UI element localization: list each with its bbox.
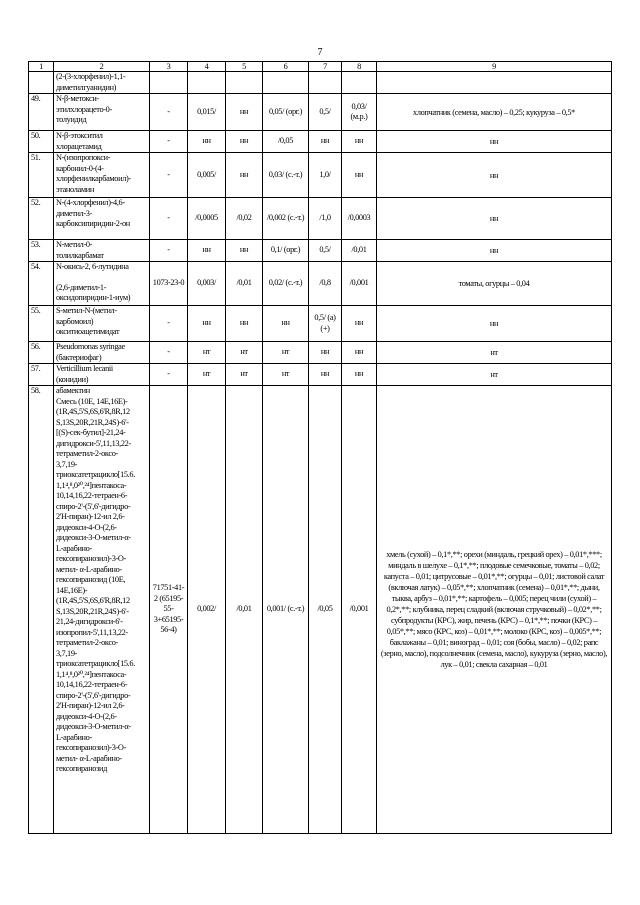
name-line: 21,24-дигидрокси-6'- xyxy=(56,617,123,626)
name-line: 10,14,16,22-тетраен-6- xyxy=(56,491,128,500)
table-row xyxy=(29,153,612,198)
substance-name xyxy=(54,131,150,153)
value-cell-5: нн xyxy=(226,306,263,342)
crops-cell: нн xyxy=(377,198,612,240)
name-line: гексопиранозил)-3-О- xyxy=(56,743,126,752)
table-row xyxy=(29,198,612,240)
substance-name xyxy=(54,94,150,131)
cas-cell: - xyxy=(150,364,188,386)
value-cell-6: нт xyxy=(263,342,309,364)
name-line: 2'H-пиран)-12-ил 2,6- xyxy=(56,512,125,521)
name-line: Verticillium lecanii xyxy=(56,364,113,373)
value-cell-7 xyxy=(309,72,342,94)
value-cell-5: нн xyxy=(226,94,263,131)
value-cell-5: /0,02 xyxy=(226,198,263,240)
crops-cell: нн xyxy=(377,153,612,198)
name-line: тетраметил-2-оксо- xyxy=(56,638,118,647)
value-cell-4: 0,002/ xyxy=(188,386,226,834)
name-line: S,13S,20R,21R,24S)-6'- xyxy=(56,417,129,427)
name-line: N-метил-0- xyxy=(56,240,93,249)
value-cell-5: нн xyxy=(226,131,263,153)
header-cell: 5 xyxy=(226,62,263,72)
value-cell-6: 0,02/ (с.-т.) xyxy=(263,262,309,306)
name-line: гексопиранозид (10E, xyxy=(56,575,126,584)
name-line: триоксатетрацикло[15.6. xyxy=(56,659,135,668)
page-number: 7 xyxy=(317,47,323,58)
name-line: этилхлорацето-0- xyxy=(56,104,112,114)
value-cell-8: /0,001 xyxy=(342,262,377,306)
value-cell-7: нн xyxy=(309,342,342,364)
value-cell-5: нт xyxy=(226,342,263,364)
value-cell-6: /0,05 xyxy=(263,131,309,153)
value-cell-7: нн xyxy=(309,364,342,386)
value-cell-8: нн xyxy=(342,364,377,386)
name-line: спиро-2'-(5',6'-дигидро- xyxy=(56,501,131,511)
cas-cell xyxy=(150,72,188,94)
name-line: Смесь (10E, 14E,16E)- xyxy=(56,396,128,406)
row-number: 57. xyxy=(29,364,54,386)
name-line: 1,1⁴,⁸,0²⁰,²⁴]пентакоса- xyxy=(56,480,127,490)
value-cell-8: /0,0003 xyxy=(342,198,377,240)
substance-name xyxy=(54,72,150,94)
value-cell-7: 0,5/ (а) (+) xyxy=(309,306,342,342)
name-line: (1R,4S,5'S,6S,6'R,8R,12 xyxy=(56,596,130,605)
crops-cell: хлопчатник (семена, масло) – 0,25; кукуруза – 0,5* xyxy=(377,94,612,131)
value-cell-5: нн xyxy=(226,153,263,198)
name-line: N-β-метокси- xyxy=(56,94,99,103)
name-line: (бактериофаг) xyxy=(56,352,102,362)
substance-name xyxy=(54,364,150,386)
table-row xyxy=(29,262,612,306)
value-cell-6: 0,1/ (орг.) xyxy=(263,240,309,262)
value-cell-4: нн xyxy=(188,240,226,262)
name-line: оксидопиридин-1-иум) xyxy=(56,293,131,302)
name-line: метил- α-L-арабино- xyxy=(56,564,122,574)
table-row xyxy=(29,94,612,131)
crops-cell: нт xyxy=(377,342,612,364)
header-cell: 8 xyxy=(342,62,377,72)
header-cell: 6 xyxy=(263,62,309,72)
table-row xyxy=(29,306,612,342)
table-row xyxy=(29,386,612,834)
name-line: 14E,16E)- xyxy=(56,585,88,595)
name-line: 1,1⁴,⁸,0²⁰,²⁴]пентакоса- xyxy=(56,669,127,679)
name-line: дидеокси-4-О-(2,6- xyxy=(56,522,117,532)
header-cell: 3 xyxy=(150,62,188,72)
header-cell: 2 xyxy=(54,62,150,72)
header-cell: 4 xyxy=(188,62,226,72)
value-cell-7: 0,5/ xyxy=(309,94,342,131)
cas-cell: - xyxy=(150,342,188,364)
cas-cell: 1073-23-0 xyxy=(150,262,188,306)
name-line: спиро-2'-(5',6'-дигидро- xyxy=(56,690,131,700)
value-cell-6: 0,03/ (с.-т.) xyxy=(263,153,309,198)
name-line: 3,7,19- xyxy=(56,459,78,469)
name-line: гексопиранозид xyxy=(56,764,107,773)
table-row xyxy=(29,131,612,153)
name-line: толуидид xyxy=(56,115,87,124)
value-cell-4: нт xyxy=(188,342,226,364)
value-cell-6 xyxy=(263,72,309,94)
name-line: толилкарбамат xyxy=(56,250,104,260)
crops-cell: нт xyxy=(377,364,612,386)
header-row xyxy=(29,62,612,72)
name-line: метил- α-L-арабино- xyxy=(56,753,122,763)
name-line: дидеокси-3-О-метил-α- xyxy=(56,533,131,542)
substance-name xyxy=(54,306,150,342)
name-line: S-метил-N-(метил- xyxy=(56,306,117,315)
name-line: S,13S,20R,21R,24S)-6'- xyxy=(56,606,129,616)
value-cell-4: нт xyxy=(188,364,226,386)
name-line: (конидии) xyxy=(56,374,89,384)
value-cell-8 xyxy=(342,72,377,94)
value-cell-4: 0,015/ xyxy=(188,94,226,131)
crops-cell: нн xyxy=(377,131,612,153)
value-cell-6: нн xyxy=(263,306,309,342)
value-cell-4: нн xyxy=(188,306,226,342)
name-line: N-β-этокситил xyxy=(56,131,103,140)
name-line: гексопиранозил)-3-О- xyxy=(56,554,126,563)
row-number: 56. xyxy=(29,342,54,364)
cas-cell: - xyxy=(150,131,188,153)
name-line xyxy=(56,273,148,283)
value-cell-6: 0,05/ (орг.) xyxy=(263,94,309,131)
crops-cell: хмель (сухой) – 0,1*,**; орехи (миндаль, грецкий орех) – 0,01*,***; миндаль в шелухе – 0,1*,**; плодовые семечковые, томаты – 0,02; капуста – 0,01; цитрусовые – 0,01*,**; огурцы – 0,01; листовой салат (включая латук) – 0,05*,**; хлопчатник (семена) – 0,01*,**; дыни, тыква, арбуз – 0,01*,**; картофель – 0,005; перец чили (сухой) – 0,2*,**; клубника, перец сладкий (включая стручковый) – 0,02*,**; субпродукты (КРС), жир, печень (КРС) – 0,1*,**; почки (КРС) – 0,05*,**; мясо (КРС, коз) – 0,01*,**; молоко (КРС, коз) – 0,005*,**; баклажаны – 0,01; виноград – 0,01; соя (бобы, масло) – 0,02; рапс (зерно, масло), подсолнечник (семена, масло), кукуруза (зерно, масло), лук – 0,01; свекла сахарная – 0,01 xyxy=(377,386,612,834)
row-number: 52. xyxy=(29,198,54,240)
name-line: хлорфенилкарбамоил)- xyxy=(56,174,131,183)
substance-name xyxy=(54,240,150,262)
value-cell-4: /0,0005 xyxy=(188,198,226,240)
name-line: абамектин xyxy=(56,386,90,395)
value-cell-8: 0,03/ (м.р.) xyxy=(342,94,377,131)
name-line: N-окись-2, 6-лутидина xyxy=(56,262,129,271)
name-line: N-(4-хлорфенил)-4,6- xyxy=(56,198,125,207)
header-cell: 1 xyxy=(29,62,54,72)
name-line: окситиоацетимидат xyxy=(56,327,120,336)
value-cell-8: нн xyxy=(342,153,377,198)
substance-name xyxy=(54,342,150,364)
table-row xyxy=(29,240,612,262)
table-row xyxy=(29,342,612,364)
value-cell-4: 0,005/ xyxy=(188,153,226,198)
value-cell-4 xyxy=(188,72,226,94)
row-number: 49. xyxy=(29,94,54,131)
cas-cell: - xyxy=(150,306,188,342)
data-table xyxy=(28,61,612,834)
cas-cell: - xyxy=(150,94,188,131)
crops-cell: нн xyxy=(377,306,612,342)
table-row xyxy=(29,72,612,94)
name-line: карбонил-0-(4- xyxy=(56,163,104,173)
value-cell-6: 0,001/ (с.-т.) xyxy=(263,386,309,834)
value-cell-7: /0,05 xyxy=(309,386,342,834)
cas-cell: - xyxy=(150,240,188,262)
cas-cell: - xyxy=(150,153,188,198)
name-line: этаноламин xyxy=(56,184,94,194)
value-cell-8: /0,01 xyxy=(342,240,377,262)
value-cell-8: /0,001 xyxy=(342,386,377,834)
value-cell-7: 1,0/ xyxy=(309,153,342,198)
header-cell: 9 xyxy=(377,62,612,72)
value-cell-8: нн xyxy=(342,342,377,364)
name-line: Pseudomonas syringae xyxy=(56,342,125,351)
name-line: L-арабино- xyxy=(56,732,92,742)
row-number: 51. xyxy=(29,153,54,198)
value-cell-7: /0,8 xyxy=(309,262,342,306)
name-line: диметил-3- xyxy=(56,208,92,218)
value-cell-6: /0,002 (с.-т.) xyxy=(263,198,309,240)
name-line: изопропил-5',11,13,22- xyxy=(56,627,128,637)
header-cell: 7 xyxy=(309,62,342,72)
name-line: триоксатетрацикло[15.6. xyxy=(56,470,135,479)
name-line: [(S)-сек-бутил]-21,24- xyxy=(56,428,126,437)
crops-cell: томаты, огурцы – 0,04 xyxy=(377,262,612,306)
substance-name xyxy=(54,262,150,306)
cas-cell: - xyxy=(150,198,188,240)
value-cell-5: нн xyxy=(226,240,263,262)
name-line: хлорацетамид xyxy=(56,141,102,151)
row-number xyxy=(29,72,54,94)
crops-cell: нн xyxy=(377,240,612,262)
name-line: 2'H-пиран)-12-ил 2,6- xyxy=(56,701,125,710)
value-cell-7: 0,5/ xyxy=(309,240,342,262)
value-cell-5 xyxy=(226,72,263,94)
crops-cell xyxy=(377,72,612,94)
name-line: (2,6-диметил-1- xyxy=(56,282,107,292)
value-cell-4: 0,003/ xyxy=(188,262,226,306)
row-number: 50. xyxy=(29,131,54,153)
name-line: дидеокси-3-О-метил-α- xyxy=(56,722,131,731)
row-number: 58. xyxy=(29,386,54,834)
value-cell-5: /0,01 xyxy=(226,386,263,834)
name-line: (2-(3-хлорфенил)-1,1- xyxy=(56,72,126,81)
value-cell-7: /1,0 xyxy=(309,198,342,240)
name-line: дидеокси-4-О-(2,6- xyxy=(56,711,117,721)
substance-name xyxy=(54,153,150,198)
name-line: диметилгуанидин) xyxy=(56,82,117,92)
value-cell-8: нн xyxy=(342,306,377,342)
name-line: карбоксипиридин-2-он xyxy=(56,219,130,228)
name-line: тетраметил-2-оксо- xyxy=(56,449,118,458)
name-line: 3,7,19- xyxy=(56,648,78,658)
substance-name xyxy=(54,386,150,834)
name-line: 10,14,16,22-тетраен-6- xyxy=(56,680,128,689)
table-row xyxy=(29,364,612,386)
cas-cell: 71751-41-2 (65195-55-3+65195-56-4) xyxy=(150,386,188,834)
name-line: дигидрокси-5',11,13,22- xyxy=(56,438,131,448)
name-line: карбомоил) xyxy=(56,316,94,326)
row-number: 53. xyxy=(29,240,54,262)
value-cell-4: нн xyxy=(188,131,226,153)
value-cell-5: нт xyxy=(226,364,263,386)
name-line: N-(изопропокси- xyxy=(56,153,111,162)
substance-name xyxy=(54,198,150,240)
value-cell-5: /0,01 xyxy=(226,262,263,306)
row-number: 55. xyxy=(29,306,54,342)
name-line: L-арабино- xyxy=(56,543,92,553)
value-cell-7: нн xyxy=(309,131,342,153)
value-cell-8: нн xyxy=(342,131,377,153)
value-cell-6: нт xyxy=(263,364,309,386)
row-number: 54. xyxy=(29,262,54,306)
name-line: (1R,4S,5'S,6S,6'R,8R,12 xyxy=(56,407,130,416)
